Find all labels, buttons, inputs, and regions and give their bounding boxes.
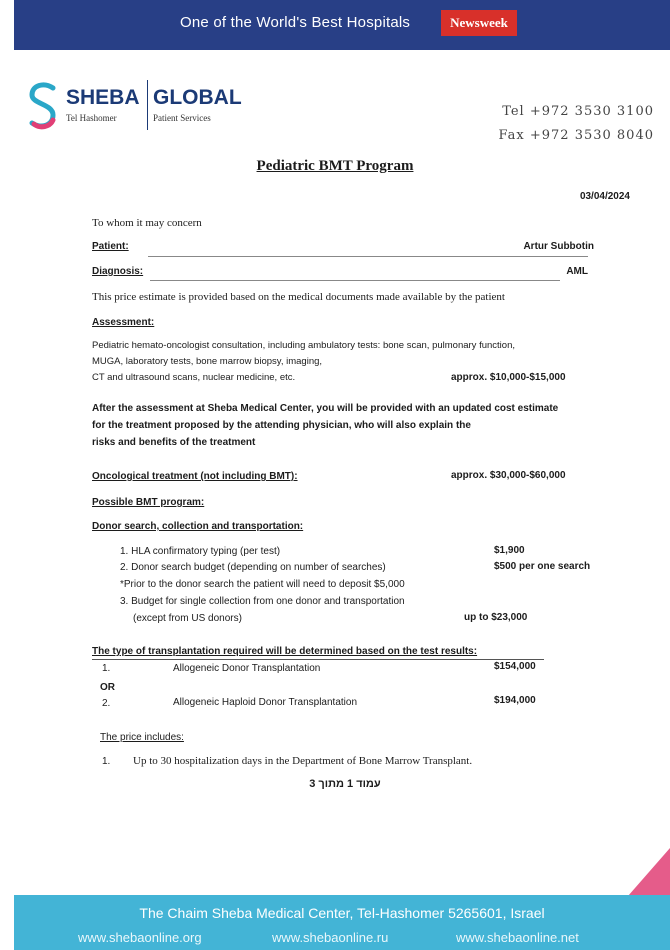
donor-item-1: 1. HLA confirmatory typing (per test) xyxy=(120,546,281,557)
decorative-corner-shape xyxy=(628,848,670,896)
top-banner xyxy=(14,0,670,50)
page-marker: עמוד 1 מתוך 3 xyxy=(309,778,381,790)
transplant-underline xyxy=(92,659,544,660)
assessment-line-2: MUGA, laboratory tests, bone marrow biopsy, imaging, xyxy=(92,356,323,367)
donor-item-3-line-1: 3. Budget for single collection from one donor and transportation xyxy=(120,596,405,607)
footer-site-ru[interactable]: www.shebaonline.ru xyxy=(272,930,389,945)
transplant-2-number: 2. xyxy=(102,698,111,709)
footer-site-net[interactable]: www.shebaonline.net xyxy=(456,930,579,945)
transplant-heading: The type of transplantation required will be determined based on the test results: xyxy=(92,646,478,657)
brand-divider xyxy=(147,80,148,130)
intro-text: This price estimate is provided based on the medical documents made available by the patient xyxy=(92,291,505,303)
contact-tel: Tel +972 3530 3100 xyxy=(502,104,654,119)
notice-line-3: risks and benefits of the treatment xyxy=(92,437,256,448)
donor-item-2: 2. Donor search budget (depending on number of searches) xyxy=(120,562,386,573)
includes-1-text: Up to 30 hospitalization days in the Department of Bone Marrow Transplant. xyxy=(133,755,473,767)
patient-value: Artur Subbotin xyxy=(523,241,594,252)
transplant-2-label: Allogeneic Haploid Donor Transplantation xyxy=(173,697,358,708)
assessment-line-3: CT and ultrasound scans, nuclear medicine, etc. xyxy=(92,372,296,383)
oncology-price: approx. $30,000-$60,000 xyxy=(451,470,566,481)
document-title: Pediatric BMT Program xyxy=(256,158,414,174)
includes-1-number: 1. xyxy=(102,756,111,767)
sheba-swirl-icon xyxy=(26,80,60,132)
contact-fax: Fax +972 3530 8040 xyxy=(498,128,654,143)
patient-label: Patient: xyxy=(92,241,129,252)
assessment-heading: Assessment: xyxy=(92,317,155,328)
donor-item-3-price: up to $23,000 xyxy=(464,612,528,623)
diagnosis-underline xyxy=(150,280,560,281)
notice-line-2: for the treatment proposed by the attending physician, who will also explain the xyxy=(92,420,471,431)
brand-global: GLOBAL xyxy=(153,86,242,109)
oncology-label: Oncological treatment (not including BMT): xyxy=(92,471,298,482)
newsweek-badge: Newsweek xyxy=(441,10,517,36)
brand-subtitle-left: Tel Hashomer xyxy=(66,113,117,123)
diagnosis-value: AML xyxy=(566,266,588,277)
or-label: OR xyxy=(100,682,115,693)
donor-item-1-price: $1,900 xyxy=(494,545,525,556)
transplant-1-label: Allogeneic Donor Transplantation xyxy=(173,663,321,674)
notice-line-1: After the assessment at Sheba Medical Center, you will be provided with an updated cost estimate xyxy=(92,403,559,414)
footer-banner xyxy=(14,895,670,950)
donor-item-3-line-2: (except from US donors) xyxy=(133,613,242,624)
document-date: 03/04/2024 xyxy=(579,191,630,202)
donor-item-2-price: $500 per one search xyxy=(494,561,591,572)
brand-subtitle-right: Patient Services xyxy=(153,113,211,123)
banner-slogan: One of the World's Best Hospitals xyxy=(180,14,411,31)
footer-site-org[interactable]: www.shebaonline.org xyxy=(78,930,202,945)
salutation: To whom it may concern xyxy=(92,217,202,229)
transplant-2-price: $194,000 xyxy=(494,695,536,706)
footer-address: The Chaim Sheba Medical Center, Tel-Hashomer 5265601, Israel xyxy=(139,905,545,921)
brand-name: SHEBA xyxy=(66,86,140,109)
bmt-heading: Possible BMT program: xyxy=(92,497,205,508)
patient-underline xyxy=(148,256,588,257)
assessment-price: approx. $10,000-$15,000 xyxy=(451,372,566,383)
diagnosis-label: Diagnosis: xyxy=(92,266,144,277)
assessment-line-1: Pediatric hemato-oncologist consultation, including ambulatory tests: bone scan, pulmonary function, xyxy=(92,340,515,351)
donor-note: *Prior to the donor search the patient will need to deposit $5,000 xyxy=(120,579,405,590)
transplant-1-price: $154,000 xyxy=(494,661,536,672)
donor-heading: Donor search, collection and transportation: xyxy=(92,521,304,532)
transplant-1-number: 1. xyxy=(102,663,111,674)
includes-heading: The price includes: xyxy=(100,732,184,743)
